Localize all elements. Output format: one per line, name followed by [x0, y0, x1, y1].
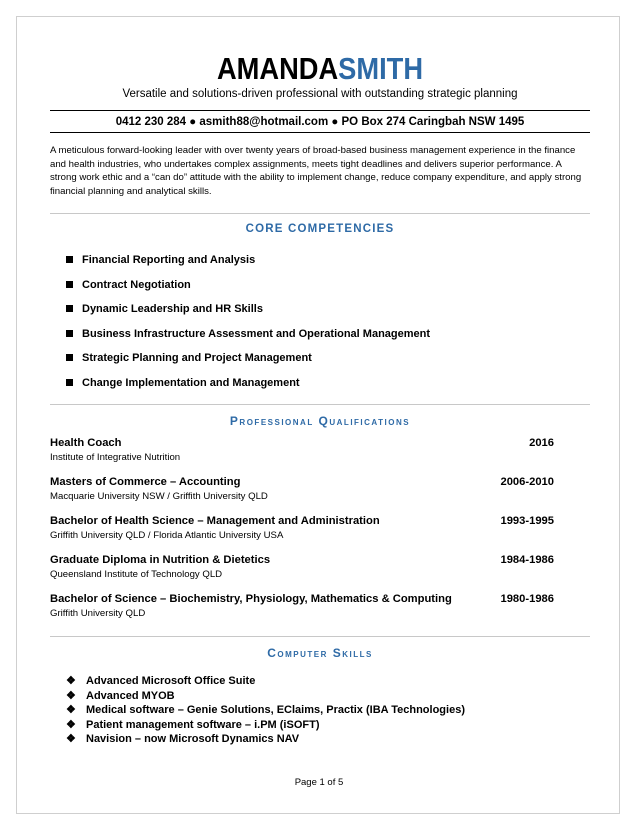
list-item: Business Infrastructure Assessment and Operational Management: [66, 327, 590, 352]
profile-summary: A meticulous forward-looking leader with over twenty years of broad-based business management experience in the finance and health industries, who undertakes complex assignments, meets tight deadlines and delivers superior performance. A strong work ethic and a “can do” attitude with the ability to implement change, reduce company expenditure, and apply strong financial planning and analytical skills.: [50, 145, 582, 197]
square-bullet-icon: [66, 379, 73, 386]
qualification-institution: Institute of Integrative Nutrition: [50, 452, 181, 463]
diamond-bullet-icon: ❖: [66, 718, 76, 731]
qualification-year: 2006-2010: [500, 476, 554, 488]
list-item: Contract Negotiation: [66, 278, 590, 303]
qualification-title: Bachelor of Health Science – Management and Administration: [50, 515, 380, 527]
qualification-entry: [50, 514, 590, 542]
qualification-institution: Macquarie University NSW / Griffith University QLD: [50, 491, 268, 502]
diamond-bullet-icon: ❖: [66, 733, 76, 745]
diamond-bullet-icon: ❖: [66, 689, 76, 702]
skills-list: [50, 674, 590, 747]
qualification-institution: Griffith University QLD / Florida Atlantic University USA: [50, 530, 284, 541]
candidate-name: [82, 52, 557, 86]
competency-list: [50, 253, 590, 400]
qualification-institution: Queensland Institute of Technology QLD: [50, 569, 223, 580]
diamond-bullet-icon: ❖: [66, 675, 76, 687]
qualification-year: 1993-1995: [500, 515, 554, 527]
contact-bar: 0412 230 284 ● asmith88@hotmail.com ● PO Box 274 Caringbah NSW 1495: [50, 110, 590, 133]
qualification-title: Bachelor of Science – Biochemistry, Physiology, Mathematics & Computing: [50, 593, 452, 605]
last-name: SMITH: [338, 51, 424, 86]
qualification-year: 2016: [529, 437, 554, 449]
first-name: AMANDA: [216, 51, 339, 86]
square-bullet-icon: [66, 305, 73, 312]
qualification-institution: Griffith University QLD: [50, 608, 146, 619]
list-item: ❖ Advanced MYOB: [66, 689, 175, 702]
diamond-bullet-icon: ❖: [66, 704, 76, 716]
tagline: Versatile and solutions-driven professional with outstanding strategic planning: [122, 88, 518, 100]
square-bullet-icon: [66, 281, 73, 288]
qualification-title: Masters of Commerce – Accounting: [50, 476, 241, 488]
square-bullet-icon: [66, 330, 73, 337]
qualification-year: 1984-1986: [500, 554, 554, 566]
qualification-entry: [50, 553, 590, 581]
qualification-entry: [50, 475, 590, 503]
list-item: ❖ Patient management software – i.PM (iSOFT): [66, 718, 320, 731]
list-item: Financial Reporting and Analysis: [66, 253, 590, 278]
page-footer: Page 1 of 5: [294, 777, 344, 788]
qualification-title: Graduate Diploma in Nutrition & Dietetics: [50, 554, 271, 566]
qualification-title: Health Coach: [50, 437, 122, 449]
list-item: ❖ Medical software – Genie Solutions, EClaims, Practix (IBA Technologies): [66, 704, 465, 716]
qualifications-heading: Professional Qualifications: [50, 404, 590, 434]
qualification-entry: [50, 592, 590, 620]
list-item: Dynamic Leadership and HR Skills: [66, 302, 590, 327]
qualification-entry: [50, 436, 590, 464]
square-bullet-icon: [66, 256, 73, 263]
qualification-year: 1980-1986: [500, 593, 554, 605]
list-item: ❖ Advanced Microsoft Office Suite: [66, 675, 256, 687]
list-item: ❖ Navision – now Microsoft Dynamics NAV: [66, 733, 300, 745]
core-competencies-heading: CORE COMPETENCIES: [50, 213, 590, 243]
list-item: Change Implementation and Management: [66, 376, 590, 401]
computer-skills-heading: Computer Skills: [50, 636, 590, 666]
square-bullet-icon: [66, 354, 73, 361]
list-item: Strategic Planning and Project Management: [66, 351, 590, 376]
resume-content: [50, 50, 590, 747]
